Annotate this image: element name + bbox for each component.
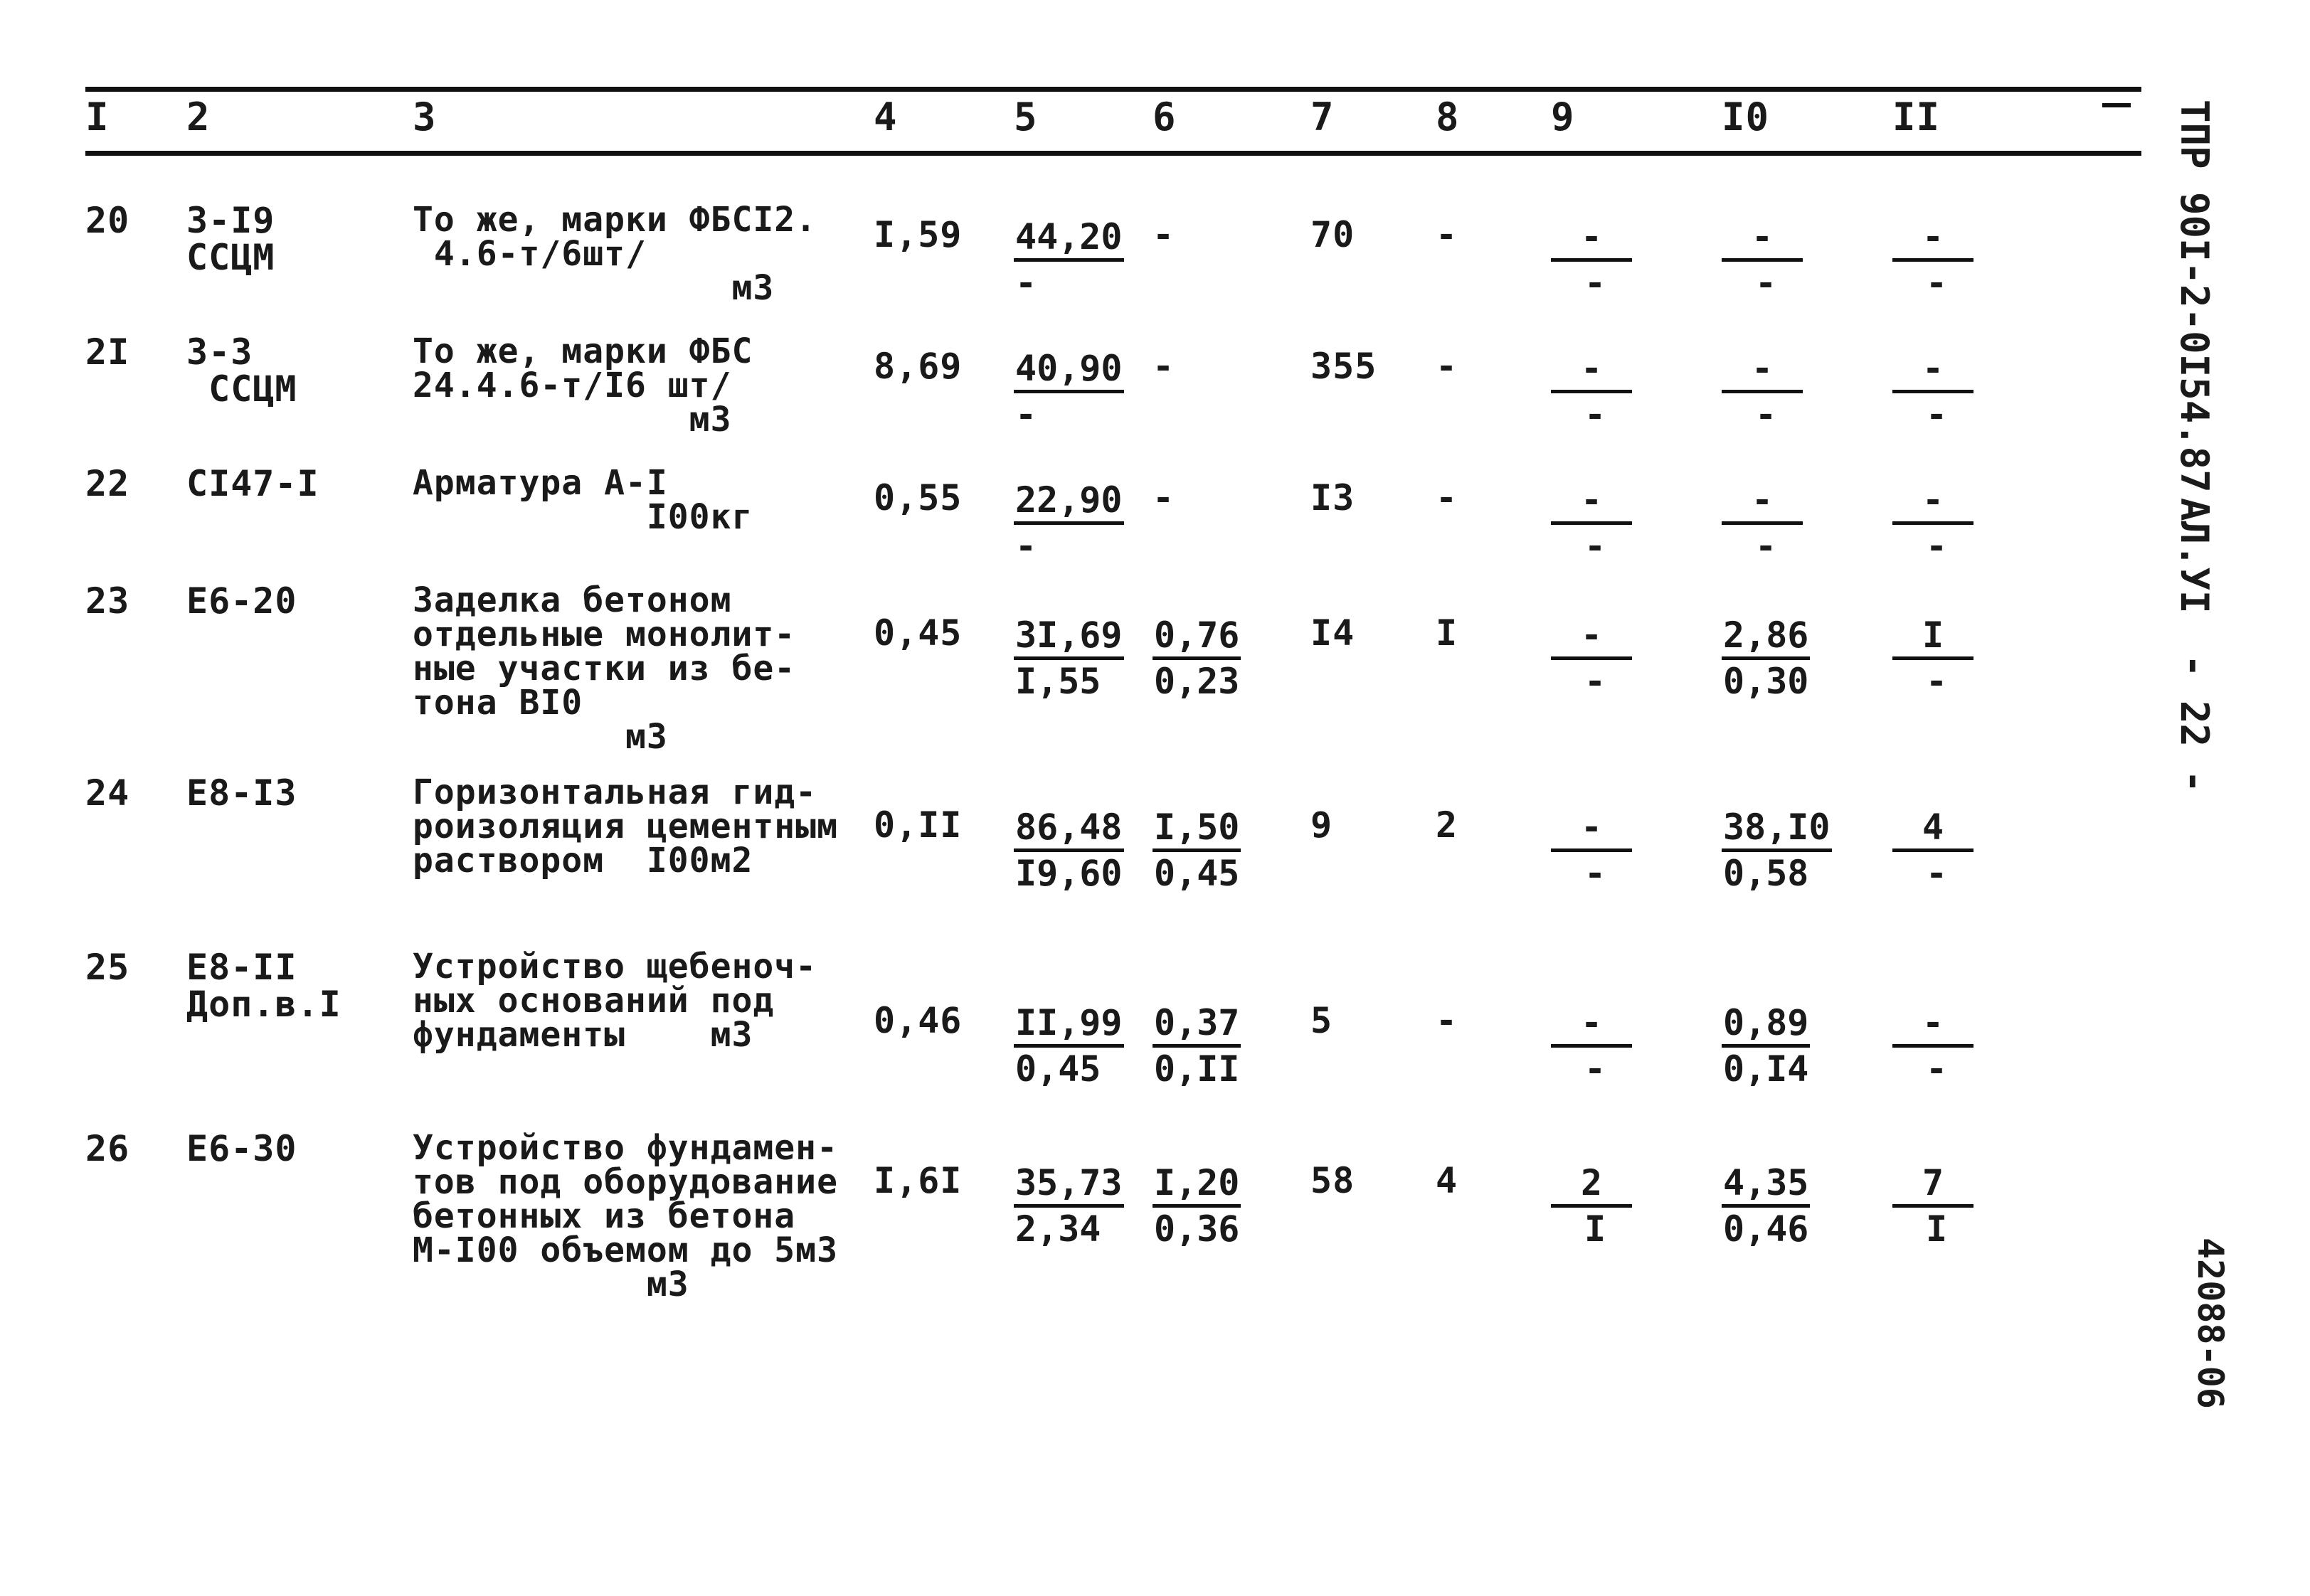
column-header-5: 5	[1014, 95, 1038, 139]
cost-col5-bottom: -	[1015, 262, 1037, 304]
cost-col10	[1722, 349, 1843, 436]
quantity: 0,46	[874, 1000, 963, 1041]
norm-code-line: 3-I9	[186, 200, 275, 241]
cost-col10-top: 38,I0	[1722, 807, 1832, 852]
cost-col5-top: 44,20	[1014, 217, 1124, 262]
cost-col5-top: 3I,69	[1014, 615, 1124, 660]
work-description-line: ные участки из бе-	[413, 649, 796, 688]
cost-col10-top: -	[1722, 349, 1803, 393]
cost-col8: -	[1436, 346, 1458, 387]
cost-col10-bottom: 0,58	[1723, 853, 1809, 894]
cost-col7: 5	[1310, 1000, 1333, 1041]
work-description-line: ных оснований под	[413, 981, 775, 1021]
row-number: 24	[85, 772, 130, 814]
cost-col5-top: II,99	[1014, 1003, 1124, 1048]
cost-col5-top: 22,90	[1014, 480, 1124, 525]
cost-col9-top: -	[1551, 480, 1632, 525]
work-description-line: М-I00 объемом до 5м3	[413, 1230, 838, 1270]
cost-col5-bottom: 2,34	[1015, 1208, 1101, 1250]
work-description-line: 4.6-т/6шт/	[413, 234, 647, 274]
cost-col9	[1551, 217, 1672, 304]
cost-col5-bottom: 0,45	[1015, 1048, 1101, 1090]
cost-col8: -	[1436, 1000, 1458, 1041]
cost-col9-bottom: -	[1584, 526, 1606, 567]
column-header-10: I0	[1722, 95, 1770, 139]
row-number: 2I	[85, 331, 130, 373]
cost-col6-top: 0,76	[1153, 615, 1241, 660]
quantity: I,6I	[874, 1160, 963, 1201]
cost-col9-top: -	[1551, 217, 1632, 262]
work-description-line: То же, марки ФБСI2.	[413, 200, 817, 240]
cost-col10-bottom: 0,30	[1723, 661, 1809, 702]
cost-col11-bottom: -	[1925, 661, 1948, 702]
cost-col11-top: -	[1892, 480, 1973, 525]
cost-col6: -	[1153, 346, 1175, 387]
cost-col6: -	[1153, 214, 1175, 255]
cost-col11-bottom: -	[1925, 262, 1948, 304]
cost-col7: 70	[1310, 214, 1355, 255]
cost-col5	[1014, 807, 1135, 895]
row-number: 20	[85, 200, 130, 241]
cost-col9	[1551, 1003, 1672, 1090]
norm-code-line: Е8-II	[186, 947, 297, 988]
norm-code-line: Е8-I3	[186, 772, 297, 814]
cost-col10-bottom: -	[1754, 526, 1777, 567]
header-corner-mark	[2102, 103, 2131, 107]
cost-col10-top: 4,35	[1722, 1163, 1810, 1208]
cost-col9-top: -	[1551, 615, 1632, 660]
cost-col5	[1014, 349, 1135, 436]
cost-col8: -	[1436, 214, 1458, 255]
cost-col5	[1014, 480, 1135, 568]
cost-col6	[1153, 1003, 1273, 1090]
quantity: 0,55	[874, 477, 963, 518]
cost-col6-bottom: 0,II	[1154, 1048, 1240, 1090]
cost-col11	[1892, 480, 2013, 568]
cost-col10	[1722, 807, 1843, 895]
cost-col9-bottom: -	[1584, 394, 1606, 435]
cost-col9	[1551, 807, 1672, 895]
work-description-line: роизоляция цементным	[413, 807, 838, 846]
cost-col10-bottom: 0,I4	[1723, 1048, 1809, 1090]
cost-col11-top: -	[1892, 349, 1973, 393]
cost-col10-bottom: -	[1754, 262, 1777, 304]
quantity: 0,II	[874, 804, 963, 846]
cost-col9	[1551, 615, 1672, 703]
cost-col8: -	[1436, 477, 1458, 518]
cost-col10-bottom: 0,46	[1723, 1208, 1809, 1250]
cost-col7: I3	[1310, 477, 1355, 518]
cost-col10	[1722, 480, 1843, 568]
header-bottom-rule	[85, 151, 2141, 156]
norm-code-line: Е6-20	[186, 580, 297, 622]
album-number: АЛ.УI	[2172, 498, 2217, 614]
cost-col6-bottom: 0,45	[1154, 853, 1240, 894]
cost-col11-bottom: -	[1925, 853, 1948, 894]
header-top-rule	[85, 87, 2141, 92]
cost-col6	[1153, 615, 1273, 703]
work-description-line: Заделка бетоном	[413, 580, 732, 620]
cost-col11-bottom: -	[1925, 394, 1948, 435]
cost-col6-top: I,50	[1153, 807, 1241, 852]
cost-col11-top: 4	[1892, 807, 1973, 852]
work-description-line: раствором I00м2	[413, 841, 753, 881]
cost-col6	[1153, 807, 1273, 895]
page-number: - 22 -	[2172, 654, 2217, 794]
cost-col11	[1892, 349, 2013, 436]
row-number: 23	[85, 580, 130, 622]
norm-code-line: Е6-30	[186, 1128, 297, 1169]
cost-col6-bottom: 0,23	[1154, 661, 1240, 702]
cost-col9-bottom: -	[1584, 262, 1606, 304]
cost-col5-bottom: I9,60	[1015, 853, 1123, 894]
work-description-line: м3	[413, 1265, 689, 1304]
norm-code-line: СI47-I	[186, 463, 319, 504]
cost-col8: 4	[1436, 1160, 1458, 1201]
cost-col8: I	[1436, 612, 1458, 654]
column-header-4: 4	[874, 95, 898, 139]
cost-col5	[1014, 615, 1135, 703]
cost-col5-top: 40,90	[1014, 349, 1124, 393]
row-number: 25	[85, 947, 130, 988]
archive-stamp: 42088-06	[2190, 1238, 2231, 1409]
cost-col11-top: 7	[1892, 1163, 1973, 1208]
cost-col9-top: -	[1551, 807, 1632, 852]
cost-col10	[1722, 615, 1843, 703]
cost-col11-bottom: -	[1925, 526, 1948, 567]
cost-col10	[1722, 1003, 1843, 1090]
cost-col9	[1551, 1163, 1672, 1250]
cost-col10	[1722, 217, 1843, 304]
work-description-line: м3	[413, 400, 732, 440]
cost-col5-top: 86,48	[1014, 807, 1124, 852]
work-description-line: фундаменты м3	[413, 1015, 753, 1055]
norm-code-line: 3-3	[186, 331, 253, 373]
cost-col9	[1551, 349, 1672, 436]
cost-col5-bottom: I,55	[1015, 661, 1101, 702]
work-description-line: Горизонтальная гид-	[413, 772, 817, 812]
cost-col9-top: -	[1551, 1003, 1632, 1048]
work-description-line: м3	[413, 268, 775, 308]
quantity: I,59	[874, 214, 963, 255]
cost-col5	[1014, 1003, 1135, 1090]
cost-col7: 58	[1310, 1160, 1355, 1201]
work-description-line: м3	[413, 717, 668, 757]
cost-col5	[1014, 217, 1135, 304]
cost-col11-top: I	[1892, 615, 1973, 660]
cost-col9	[1551, 480, 1672, 568]
cost-col10-top: -	[1722, 217, 1803, 262]
work-description-line: То же, марки ФБС	[413, 331, 753, 371]
cost-col11-top: -	[1892, 217, 1973, 262]
cost-col5-bottom: -	[1015, 526, 1037, 567]
cost-col11	[1892, 615, 2013, 703]
cost-col6: -	[1153, 477, 1175, 518]
work-description-line: Арматура А-I	[413, 463, 668, 503]
row-number: 22	[85, 463, 130, 504]
document-code: ТПР 90I-2-0I54.87	[2172, 100, 2217, 493]
work-description-line: 24.4.6-т/I6 шт/	[413, 366, 732, 405]
cost-col11	[1892, 1003, 2013, 1090]
cost-col11	[1892, 807, 2013, 895]
cost-col6-top: I,20	[1153, 1163, 1241, 1208]
cost-col11-bottom: I	[1925, 1208, 1948, 1250]
cost-col8: 2	[1436, 804, 1458, 846]
cost-col11	[1892, 217, 2013, 304]
cost-col10-top: -	[1722, 480, 1803, 525]
quantity: 0,45	[874, 612, 963, 654]
column-header-2: 2	[186, 95, 211, 139]
cost-col9-top: 2	[1551, 1163, 1632, 1208]
cost-col6	[1153, 1163, 1273, 1250]
quantity: 8,69	[874, 346, 963, 387]
work-description-line: тона BI0	[413, 683, 583, 723]
cost-col9-bottom: -	[1584, 661, 1606, 702]
column-header-3: 3	[413, 95, 437, 139]
work-description-line: тов под оборудование	[413, 1162, 838, 1202]
cost-col11-bottom: -	[1925, 1048, 1948, 1090]
norm-code-line: ССЦМ	[186, 237, 275, 278]
cost-col10	[1722, 1163, 1843, 1250]
column-header-9: 9	[1551, 95, 1575, 139]
cost-col9-bottom: I	[1584, 1208, 1606, 1250]
cost-col5-top: 35,73	[1014, 1163, 1124, 1208]
cost-col9-bottom: -	[1584, 853, 1606, 894]
cost-col7: I4	[1310, 612, 1355, 654]
work-description-line: Устройство фундамен-	[413, 1128, 838, 1168]
cost-col10-top: 2,86	[1722, 615, 1810, 660]
cost-col11-top: -	[1892, 1003, 1973, 1048]
cost-col6-bottom: 0,36	[1154, 1208, 1240, 1250]
work-description-line: отдельные монолит-	[413, 615, 796, 654]
cost-col5	[1014, 1163, 1135, 1250]
work-description-line: Устройство щебеноч-	[413, 947, 817, 986]
cost-col10-bottom: -	[1754, 394, 1777, 435]
column-header-8: 8	[1436, 95, 1460, 139]
column-header-6: 6	[1153, 95, 1177, 139]
column-header-11: II	[1892, 95, 1941, 139]
cost-col9-bottom: -	[1584, 1048, 1606, 1090]
cost-col10-top: 0,89	[1722, 1003, 1810, 1048]
norm-code-line: Доп.в.I	[186, 984, 341, 1025]
work-description-line: бетонных из бетона	[413, 1196, 796, 1236]
cost-col11	[1892, 1163, 2013, 1250]
column-header-1: I	[85, 95, 110, 139]
norm-code-line: ССЦМ	[186, 368, 297, 410]
cost-col9-top: -	[1551, 349, 1632, 393]
cost-col7: 355	[1310, 346, 1377, 387]
column-header-7: 7	[1310, 95, 1335, 139]
cost-col5-bottom: -	[1015, 394, 1037, 435]
cost-col6-top: 0,37	[1153, 1003, 1241, 1048]
row-number: 26	[85, 1128, 130, 1169]
work-description-line: I00кг	[413, 497, 753, 537]
cost-col7: 9	[1310, 804, 1333, 846]
